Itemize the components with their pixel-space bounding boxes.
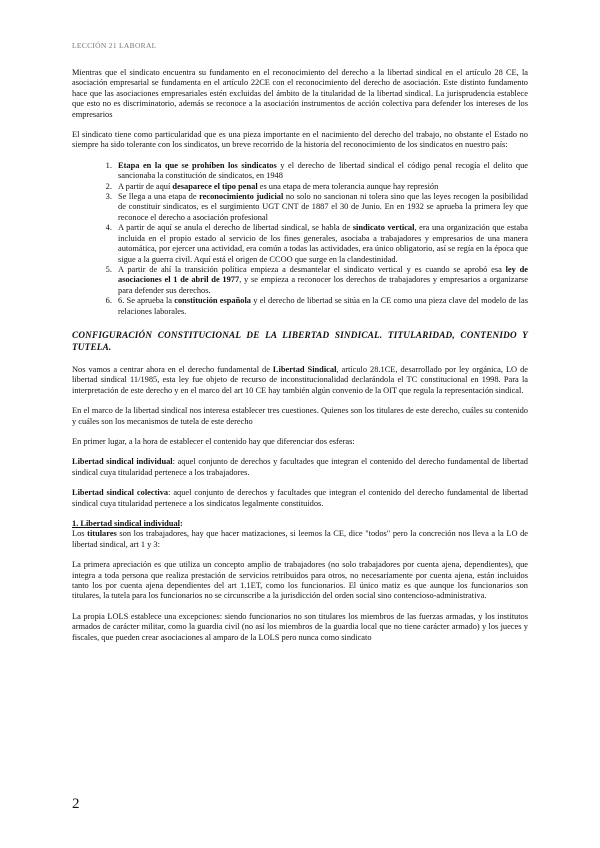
definition-individual: Libertad sindical individual: aquel conjunto de derechos y facultades que integran el contenido del derecho fundamental de libertad sindical cuya titularidad pertenece a los trabajadores. (72, 457, 528, 477)
paragraph: En primer lugar, a la hora de establecer el contenido hay que diferenciar dos esferas: (72, 436, 355, 446)
list-item: 6. 6. Se aprueba la constitución española y el derecho de libertad se sitúa en la CE como una pieza clave del modelo de las relaciones laborales. (114, 296, 528, 317)
document-body (72, 68, 528, 653)
definition-term: Libertad sindical individual (72, 457, 173, 467)
page-number: 2 (72, 796, 80, 812)
list-item: 2. A partir de aquí desaparece el tipo penal es una etapa de mera tolerancia aunque hay represión (114, 182, 528, 192)
paragraph: En el marco de la libertad sindical nos interesa establecer tres cuestiones. Quienes son los titulares de este derecho, cuáles su contenido y cuáles son los mecanismos de tutela de este derecho (72, 406, 528, 426)
running-header: LECCIÓN 21 LABORAL (72, 41, 157, 50)
definition-colectiva: Libertad sindical colectiva: aquel conjunto de derechos y facultades que integran el contenido del derecho fundamental de libertad sindical cuya titularidad pertenece a los sindicatos legalmente constituidos. (72, 488, 528, 508)
subsection-heading: 1. Libertad sindical individual (72, 519, 180, 528)
section-heading: CONFIGURACIÓN CONSTITUCIONAL DE LA LIBERTAD SINDICAL. TITULARIDAD, CONTENIDO Y TUTELA. (72, 329, 528, 352)
paragraph: Mientras que el sindicato encuentra su fundamento en el reconocimiento del derecho a la libertad sindical en el artículo 28 CE, la asociación empresarial se fundamenta en el artículo 22CE con el reconocimiento del derecho de asociación. Este distinto fundamento hace que las asociaciones empresariales estén excluidas del ámbito de la titularidad de la libertad sindical. La jurisprudencia establece que esto no es discriminatorio, además se reconoce a la asociación instrumentos de acción colectiva para defender los intereses de los empresarios (72, 68, 528, 119)
subsection: 1. Libertad sindical individual: Los titulares son los trabajadores, hay que hacer matizaciones, si leemos la CE, dice "todos" pero la concreción nos lleva a la LO de libertad sindical, art 1 y 3: (72, 519, 529, 549)
list-item: 1. Etapa en la que se prohíben los sindicatos y el derecho de libertad sindical el código penal recogía el delito que sancionaba la constitución de sindicatos, en 1948 (114, 161, 528, 182)
paragraph: El sindicato tiene como particularidad que es una pieza importante en el nacimiento del derecho del trabajo, no obstante el Estado no siempre ha sido tolerante con los sindicatos, un breve recorrido de la historia del reconocimiento de los sindicatos en nuestro país: (72, 130, 528, 150)
list-item: 4. A partir de aquí se anula el derecho de libertad sindical, se habla de sindicato vertical, era una organización que estaba incluida en el propio estado al servicio de los fines generales, asociaba a trabajadores y empresarios de una manera automática, por ejercer una actividad, era común a todas las actividades, era único obligatorio, así se regía en la época que sigue a la guerra civil. Aquí está el origen de CCOO que surge en la clandestinidad. (114, 223, 528, 265)
paragraph: La propia LOLS establece una excepciones: siendo funcionarios no son titulares los miembros de las fuerzas armadas, y los institutos armados de carácter militar, como la guardia civil (no así los miembros de la guardia local que no tiene carácter armado) y los jueces y fiscales, que pueden crear asociaciones al amparo de la LOLS pero nunca como sindicato (72, 611, 528, 642)
list-item: 3. Se llega a una etapa de reconocimiento judicial no solo no sancionan ni tolera sino que las leyes recogen la posibilidad de constituir sindicatos, es el surgimiento UGT CNT de 1887 el 30 de Junio. En en 1932 se aprueba la primera ley que reconoce el derecho a asociación profesional (114, 192, 528, 223)
paragraph: La primera apreciación es que utiliza un concepto amplio de trabajadores (no solo trabajadores por cuenta ajena, dependientes), que integra a toda persona que realiza prestación de servicios retribuidos para otros, no necesariamente por cuenta ajena, están incluidos tanto los por cuenta ajena dependientes del art 1.1ET, como los funcionarios. El único matiz es que aunque los funcionarios son titulares, la tutela para los funcionarios no se circunscribe a la jurisdicción del orden social sino contencioso-administrativa. (72, 560, 528, 601)
paragraph: Nos vamos a centrar ahora en el derecho fundamental de Libertad Sindical, artículo 28.1CE, desarrollado por ley orgánica, LO de libertad sindical 11/1985, esta ley fue objeto de recurso de inconstitucionalidad declarándola el TC constitucional en 1998. Para la interpretación de este derecho y en el marco del art 10 CE hay también algún convenio de la OIT que regula la representación sindical. (72, 364, 528, 395)
list-item: 5. A partir de ahí la transición política empieza a desmantelar el sindicato vertical y es cuando se aprobó esa ley de asociaciones el 1 de abril de 1977, y se empieza a reconocer los derechos de trabajadores y empresarios a organizarse para defender sus derechos. (114, 265, 528, 296)
history-list (72, 161, 528, 317)
definition-term: Libertad sindical colectiva (72, 488, 169, 498)
